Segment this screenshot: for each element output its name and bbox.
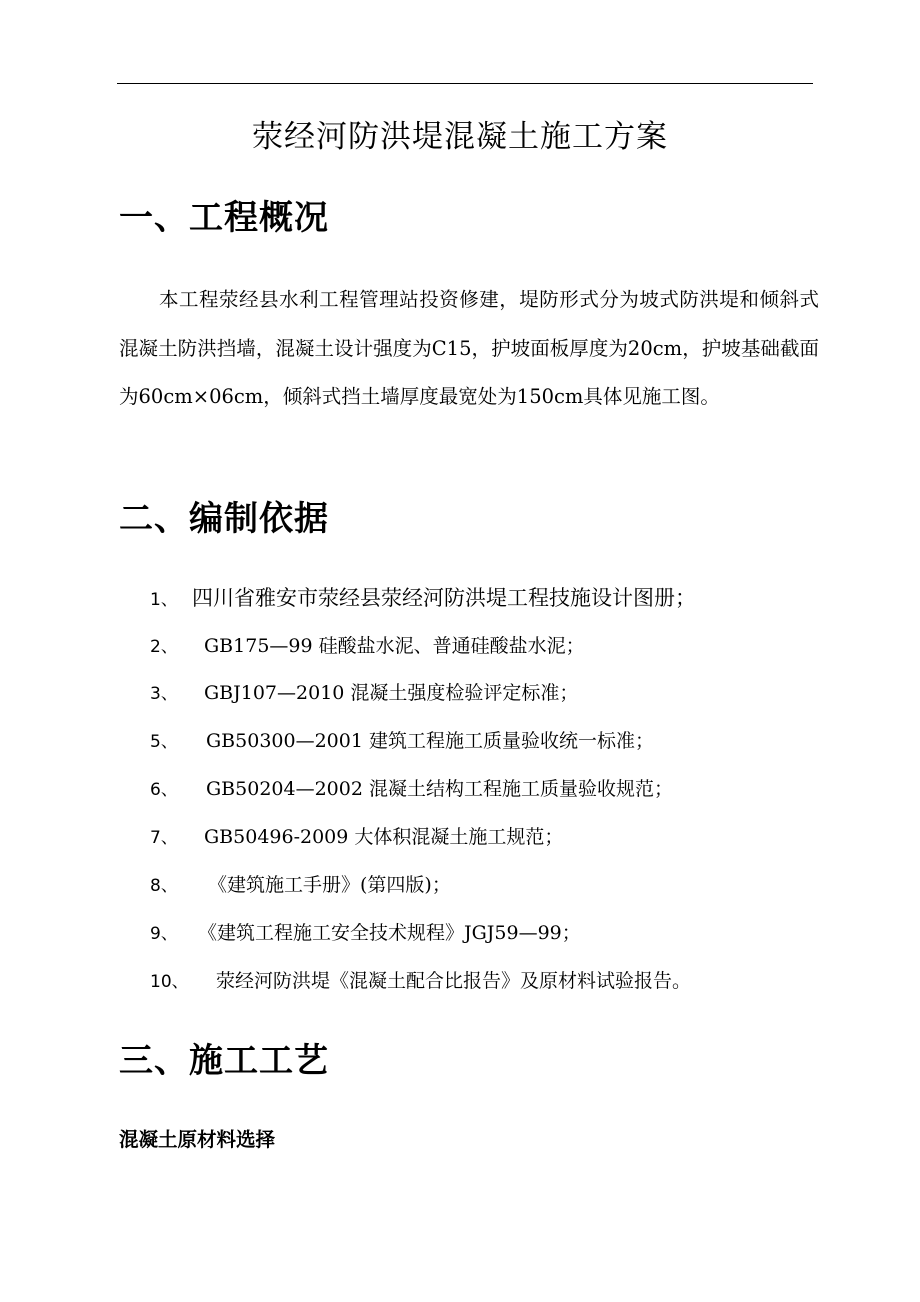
list-item — [150, 725, 654, 757]
section-heading-process: 三、施工工艺 — [119, 1041, 329, 1081]
list-item-number: 9、 — [150, 924, 178, 944]
list-item — [150, 821, 563, 853]
list-item-number: 2、 — [150, 637, 178, 657]
list-item-text: GB50204—2002 混凝土结构工程施工质量验收规范； — [206, 778, 673, 800]
list-item-number: 10、 — [150, 972, 189, 992]
list-item-text: 《建筑施工手册》(第四版)； — [208, 874, 451, 896]
list-item — [150, 630, 585, 662]
list-item-text: GB50496-2009 大体积混凝土施工规范； — [204, 826, 564, 848]
overview-paragraph: 本工程荥经县水利工程管理站投资修建，堤防形式分为坡式防洪堤和倾斜式混凝土防洪挡墙，混凝土设计强度为C15，护坡面板厚度为20cm，护坡基础截面为60cm×06cm，倾斜式挡土墙厚度最宽处为150cm具体见施工图。 — [119, 288, 819, 408]
list-item-text: 《建筑工程施工安全技术规程》JGJ59—99； — [198, 922, 581, 944]
section-heading-overview: 一、工程概况 — [119, 198, 329, 238]
list-item — [150, 869, 451, 901]
list-item-number: 7、 — [150, 828, 178, 848]
list-item-text: 荥经河防洪堤《混凝土配合比报告》及原材料试验报告。 — [216, 970, 692, 992]
list-item-number: 1、 — [150, 590, 178, 610]
section-heading-basis: 二、编制依据 — [119, 499, 329, 539]
list-item-number: 6、 — [150, 780, 178, 800]
list-item — [150, 582, 696, 614]
list-item-number: 3、 — [150, 684, 178, 704]
list-item — [150, 917, 581, 949]
list-item-text: GBJ107—2010 混凝土强度检验评定标准； — [204, 682, 579, 704]
list-item-text: 四川省雅安市荥经县荥经河防洪堤工程技施设计图册； — [192, 586, 696, 610]
list-item-text: GB175—99 硅酸盐水泥、普通硅酸盐水泥； — [204, 635, 585, 657]
list-item-text: GB50300—2001 建筑工程施工质量验收统一标准； — [206, 730, 654, 752]
document-title: 荥经河防洪堤混凝土施工方案 — [252, 119, 668, 155]
list-item-number: 5、 — [150, 732, 178, 752]
subheading-raw-materials: 混凝土原材料选择 — [119, 1128, 276, 1151]
list-item — [150, 677, 578, 709]
list-item-number: 8、 — [150, 876, 178, 896]
list-item — [150, 773, 673, 805]
list-item — [150, 965, 691, 997]
